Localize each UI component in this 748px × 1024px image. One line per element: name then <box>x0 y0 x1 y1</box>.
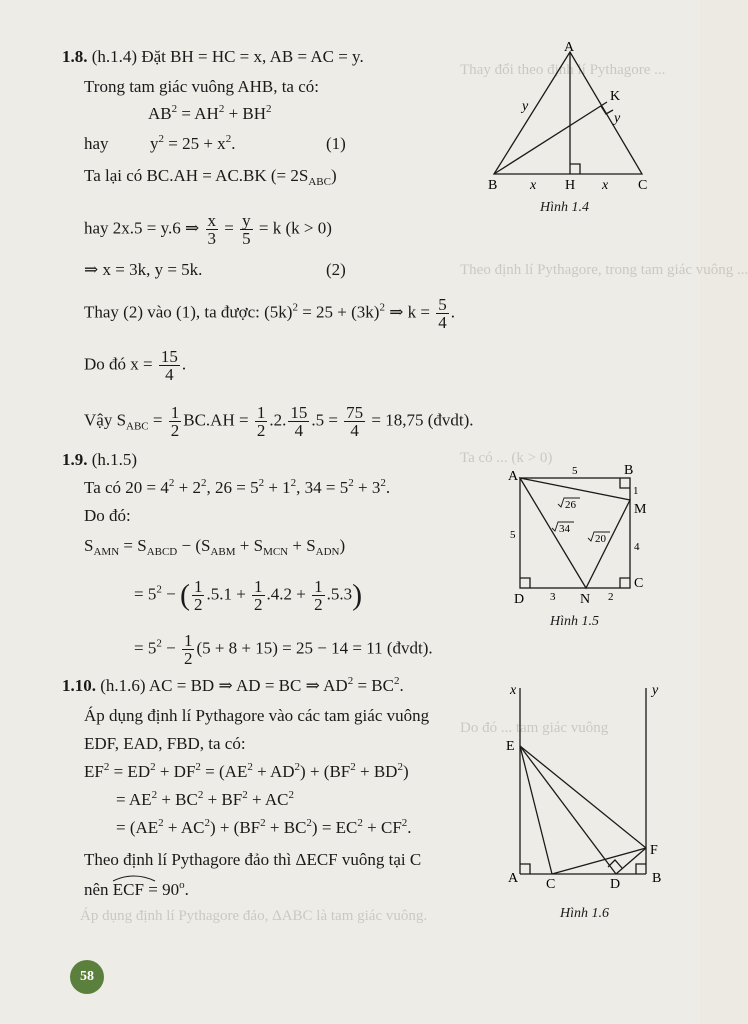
label-5: 5 <box>572 465 578 477</box>
bleed-through-text: Áp dụng định lí Pythagore đảo, ΔABC là tam giác vuông. <box>80 908 428 924</box>
t: 4 <box>438 313 447 332</box>
t: + 1 <box>268 478 291 497</box>
t: .5.1 + <box>206 584 246 604</box>
t: 2 <box>170 421 180 440</box>
t: = 18,75 (đvdt). <box>371 410 474 430</box>
t: AMN <box>93 546 120 558</box>
t: 1 <box>254 577 263 596</box>
fraction <box>192 578 205 613</box>
t: 3 <box>207 229 217 248</box>
equation-1: $y^2 = 25 + x^2$. <box>150 133 236 153</box>
angle-ecf <box>113 880 144 900</box>
t: + S <box>239 536 264 555</box>
t: x <box>207 211 217 230</box>
bleed-through-text: Thay đổi theo định lí Pythagore ... <box>460 62 666 78</box>
t: 15 <box>160 347 178 366</box>
label-b: B <box>624 463 634 478</box>
label-a: A <box>508 871 519 886</box>
t: 2 <box>256 421 266 440</box>
bleed-through-text: Do đó ... tam giác vuông <box>460 720 609 736</box>
t: = BC <box>357 676 394 695</box>
label-5: 5 <box>510 529 516 541</box>
bleed-through-text: Ta có ... (k > 0) <box>460 450 553 466</box>
t: 4 <box>294 421 304 440</box>
label-a: A <box>508 469 519 484</box>
figure-1-4-caption: Hình 1.4 <box>540 200 589 215</box>
fraction <box>169 404 182 439</box>
t: = ED <box>113 762 151 781</box>
t: .5 = <box>311 410 338 430</box>
text-line: Ta lại có BC.AH = AC.BK (= $2S_{ABC}$) <box>84 166 337 188</box>
label-c: C <box>634 576 644 591</box>
t: .4.2 + <box>266 584 306 604</box>
label-sqrt34: 34 <box>559 523 570 535</box>
area-substitution: = $5^2$ − ( $\frac{1}{2}$ .5.1 + $\frac{1}{2}$ .4.2 + $\frac{1}{2}$ .5.3) <box>134 577 363 614</box>
equation-ratio: hay 2x.5 = y.6 ⇒ $\frac{x}{3}$ = $\frac{y}{5}$ = k (k > 0) <box>84 211 332 248</box>
exercise-1-8-intro <box>62 47 364 67</box>
figure-1-5-caption: Hình 1.5 <box>550 614 599 629</box>
t: 2 <box>183 649 193 668</box>
t: ABM <box>210 546 236 558</box>
fraction <box>288 404 309 439</box>
t: = 90 <box>148 880 180 899</box>
t: 1 <box>170 403 180 422</box>
label-m: M <box>634 502 647 517</box>
fraction <box>312 578 325 613</box>
text-line: Trong tam giác vuông AHB, ta có: <box>84 77 319 96</box>
label-y: y <box>652 683 659 698</box>
t: S <box>84 536 94 555</box>
t: + AC <box>251 790 289 809</box>
label-f: F <box>650 843 658 858</box>
t: y <box>242 211 251 230</box>
t: 15 <box>290 403 308 422</box>
fraction <box>182 632 195 667</box>
label-h: H <box>565 178 576 193</box>
t: Ta lại có BC.AH = AC.BK (= 2S <box>84 166 309 185</box>
text-line: Ta có $20 = 4^2 + 2^2$, $26 = 5^2 + 1^2$, $34 = 5^2 + 3^2$. <box>84 477 391 497</box>
text-line: Do đó x = $\frac{15}{4}$ . <box>84 347 187 384</box>
t: , 34 = 5 <box>296 478 349 497</box>
fraction <box>436 296 449 331</box>
t: 1 <box>193 577 203 596</box>
page-number-badge: 58 <box>70 960 104 994</box>
fraction <box>159 348 180 383</box>
t: 5 <box>438 295 447 314</box>
text-line: EDF, EAD, FBD, ta có: <box>84 734 246 753</box>
t: , 26 = 5 <box>206 478 259 497</box>
text-line: Áp dụng định lí Pythagore vào các tam giác vuông <box>84 706 430 725</box>
label-x: x <box>530 178 537 193</box>
fraction <box>344 404 365 439</box>
t: + BF <box>207 790 243 809</box>
t: 4 <box>165 365 174 384</box>
t: − <box>166 584 176 604</box>
t: ECF <box>112 880 144 899</box>
t: 75 <box>346 403 364 422</box>
figure-1-6-caption: Hình 1.6 <box>560 906 609 921</box>
t: ) <box>402 762 409 781</box>
exercise-number: 1.9. <box>62 450 88 469</box>
area-result: Vậy $S_{ABC}$ = $\frac{1}{2}$ BC.AH = $\frac{1}{2}$ .2. $\frac{15}{4}$ .5 = $\frac{75}{4}$ = 18,75 (đvdt). <box>84 403 474 440</box>
t: ) + (BF <box>300 762 351 781</box>
t: ) + (BF <box>209 818 261 837</box>
t: − <box>166 638 176 658</box>
t: = S <box>123 536 147 555</box>
label-b: B <box>488 178 498 193</box>
t: + BD <box>360 762 398 781</box>
t: Do đó x = <box>84 354 153 374</box>
t: BC.AH = <box>183 410 249 430</box>
t: Ta có 20 = 4 <box>84 478 169 497</box>
fraction <box>252 578 265 613</box>
t: 2 <box>254 595 263 614</box>
label-a: A <box>564 40 575 55</box>
t: + 3 <box>358 478 381 497</box>
label-e: E <box>506 739 515 754</box>
label-2: 2 <box>608 591 614 603</box>
t: = k (k > 0) <box>258 218 332 238</box>
t: + DF <box>159 762 196 781</box>
t: 5 <box>242 229 251 248</box>
paren: ) <box>352 578 363 612</box>
t: + CF <box>367 818 402 837</box>
arc-mark <box>111 874 157 882</box>
equation-label-1: (1) <box>326 134 346 153</box>
figure-1-5 <box>500 458 660 608</box>
label-d: D <box>514 592 525 607</box>
t: Thay (2) vào (1), ta được: (5k) <box>84 302 293 322</box>
label-c: C <box>638 178 648 193</box>
bleed-through-text: Theo định lí Pythagore, trong tam giác vuông ... <box>460 262 748 278</box>
exercise-number: 1.8. <box>62 47 88 66</box>
text: (h.1.4) Đặt BH = HC = x, AB = AC = y. <box>91 47 364 66</box>
label-y: y <box>614 111 621 126</box>
t: ) = EC <box>311 818 358 837</box>
label-3: 3 <box>550 591 556 603</box>
t: = 5 <box>134 638 157 658</box>
label-4: 4 <box>634 541 640 553</box>
t: .2. <box>269 410 287 430</box>
t: MCN <box>263 546 289 558</box>
t: Vậy S <box>84 410 127 430</box>
t: ⇒ k = <box>389 302 431 322</box>
t: ABCD <box>146 546 178 558</box>
t: 1 <box>314 577 323 596</box>
label-x: x <box>510 683 517 698</box>
t: 1 <box>183 631 193 650</box>
text-line: Do đó: <box>84 506 131 525</box>
equation-step: = $(AE^2 + AC^2) + (BF^2 + BC^2) = EC^2 + CF^2$. <box>116 817 412 837</box>
t: y <box>150 134 159 153</box>
fraction <box>206 212 219 247</box>
t: + S <box>292 536 316 555</box>
fraction <box>240 212 253 247</box>
equation-label-2: (2) <box>326 260 346 279</box>
t: ABC <box>308 176 331 188</box>
label-x: x <box>602 178 609 193</box>
t: − (S <box>181 536 211 555</box>
t: EF <box>84 762 104 781</box>
t: = 25 + (3k) <box>302 302 380 322</box>
text-line: Theo định lí Pythagore đảo thì ΔECF vuông tại C <box>84 850 422 869</box>
t: (h.1.5) <box>91 450 138 469</box>
t: + 2 <box>178 478 201 497</box>
t: = (AE <box>116 818 159 837</box>
t: 4 <box>350 421 359 440</box>
t: hay 2x.5 = y.6 ⇒ <box>84 218 200 238</box>
label-sqrt20: 20 <box>595 533 606 545</box>
t: o <box>179 879 185 891</box>
label-sqrt26: 26 <box>565 499 576 511</box>
t: + BC <box>161 790 198 809</box>
label-b: B <box>652 871 662 886</box>
hay-label: hay <box>84 134 109 153</box>
equation-pythagore: $AB^2 = AH^2 + BH^2$ <box>148 103 272 123</box>
t: + AC <box>167 818 205 837</box>
exercise-number: 1.10. <box>62 676 96 695</box>
fraction <box>255 404 268 439</box>
t: nên <box>84 880 109 899</box>
equation-ef: $EF^2 = ED^2 + DF^2 = (AE^2 + AD^2) + (BF^2 + BD^2)$ <box>84 761 409 781</box>
label-n: N <box>580 592 591 607</box>
t: = 25 + x <box>168 134 226 153</box>
t: .5.3 <box>326 584 353 604</box>
t: 2 <box>193 595 203 614</box>
t: = (AE <box>205 762 248 781</box>
t: = AE <box>116 790 152 809</box>
figure-1-4 <box>480 40 660 193</box>
t: ADN <box>315 546 340 558</box>
t: + AD <box>257 762 295 781</box>
sqrt-labels <box>552 498 610 545</box>
t: = 5 <box>134 584 157 604</box>
label-d: D <box>610 877 621 892</box>
label-k: K <box>610 89 621 104</box>
t: (5 + 8 + 15) = 25 − 14 = 11 (đvdt). <box>196 638 433 658</box>
text-line: ⇒ x = 3k, y = 5k. <box>84 260 203 279</box>
t: + BC <box>269 818 307 837</box>
equation-step: = $AE^2 + BC^2 + BF^2 + AC^2$ <box>116 789 294 809</box>
label-1: 1 <box>633 485 639 497</box>
t: (h.1.6) AC = BD ⇒ AD = BC ⇒ AD <box>100 676 348 695</box>
text-line: Thay (2) vào (1), ta được: $(5k)^2 = 25 + (3k)^2$ ⇒ k = $\frac{5}{4}$ . <box>84 295 456 332</box>
label-c: C <box>546 877 556 892</box>
figure-1-6 <box>500 678 675 892</box>
label-y: y <box>522 99 529 114</box>
t: 1 <box>256 403 266 422</box>
area-result: = $5^2$ − $\frac{1}{2}$ (5 + 8 + 15) = 25 − 14 = 11 (đvdt). <box>134 631 433 668</box>
paren: ( <box>179 578 190 612</box>
t: ABC <box>126 420 149 433</box>
exercise-1-9-intro <box>62 450 137 470</box>
exercise-1-10-intro: 1.10. (h.1.6) AC = BD ⇒ AD = BC ⇒ $AD^2 = BC^2$. <box>62 675 404 695</box>
area-decomposition: $S_{AMN} = S_{ABCD} - (S_{ABM} + S_{MCN} + S_{ADN})$ <box>84 536 346 558</box>
t: 2 <box>314 595 323 614</box>
angle-conclusion: nên ECF = $90^o$. <box>84 880 189 900</box>
